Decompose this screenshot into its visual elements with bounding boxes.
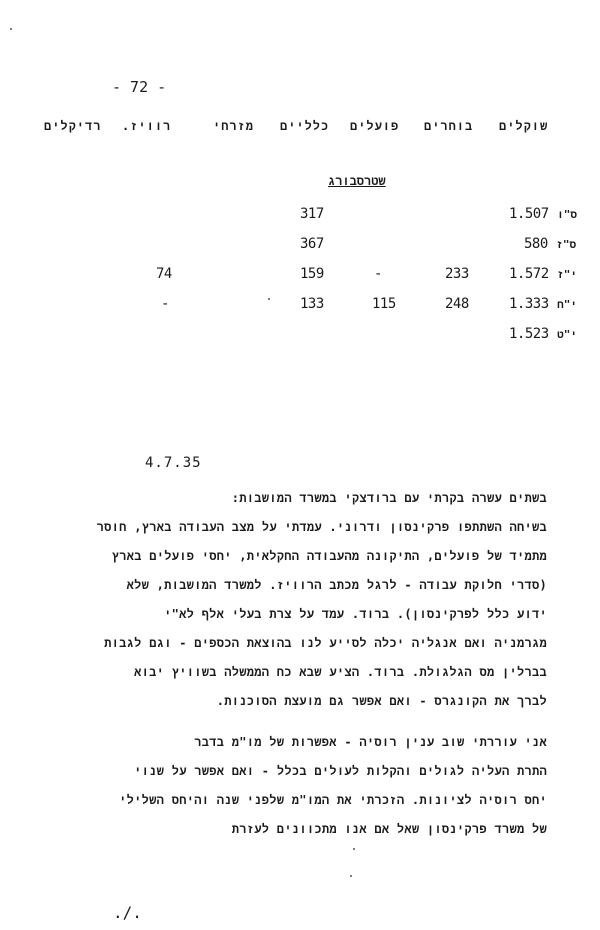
paragraph-1 xyxy=(57,491,547,723)
header-kelaliyim: כלליים xyxy=(280,119,330,133)
text-line: לברך את הקונגרס - ואם אפשר גם מועצת הסוכנות. xyxy=(216,694,547,708)
text-line: בשתים עשרה בקרתי עם ברודצקי במשרד המושבות: xyxy=(231,491,547,505)
page-number: - 72 - xyxy=(112,78,167,96)
text-line: בברלין מס הגלגולת. ברוד. הציע שבא כח הממשלה בשוויץ יבוא xyxy=(134,665,547,679)
row-year: ס"ו xyxy=(557,208,577,221)
text-line: אני עוררתי שוב ענין רוסיה - אפשרות של מו"מ בדבר xyxy=(194,735,547,749)
table-cell: 367 xyxy=(300,236,324,252)
row-year: י"ט xyxy=(557,328,577,341)
table-row-label xyxy=(509,266,577,282)
row-value: 1.572 xyxy=(509,266,549,282)
text-line: יחס רוסיה לציונות. הזכרתי את המו"מ שלפני שנה והיחס השלילי xyxy=(119,793,547,807)
header-bocharim: בוחרים xyxy=(424,119,474,133)
row-year: י"ז xyxy=(557,268,577,281)
table-cell: 248 xyxy=(445,296,469,312)
table-cell: - xyxy=(161,296,169,312)
header-shoklim: שוקלים xyxy=(499,119,549,133)
text-line: בשיחה השתתפו פרקינסון ודרוני. עמדתי על מצב העבודה בארץ, חוסר xyxy=(96,520,547,534)
header-poalim: פועלים xyxy=(350,119,400,133)
entry-date: 4.7.35 xyxy=(145,455,202,471)
row-value: 1.523 xyxy=(509,326,549,342)
row-year: ס"ז xyxy=(556,238,577,251)
header-revisionists: רוויז. xyxy=(122,119,172,133)
table-cell: 233 xyxy=(445,266,469,282)
row-year: י"ח xyxy=(557,298,577,311)
text-line: ידוע כלל לפרקינסון). ברוד. עמד על צרת בעלי אלף לא"י xyxy=(164,607,547,621)
row-value: 1.333 xyxy=(509,296,549,312)
row-value: 1.507 xyxy=(509,206,549,222)
scan-speck xyxy=(350,875,352,877)
text-line: התרת העליה לגולים והקלות לעולים בכלל - ואם אפשר על שנוי xyxy=(134,764,547,778)
paragraph-2 xyxy=(57,735,547,851)
table-cell: - xyxy=(374,266,382,282)
text-line: של משרד פרקינסון שאל אם אנו מתכוונים לעזרת xyxy=(231,822,547,836)
section-title: שטרסבורג xyxy=(328,174,386,188)
row-value: 580 xyxy=(524,236,548,252)
scan-speck xyxy=(10,28,12,30)
table-cell: 133 xyxy=(300,296,324,312)
header-radikalim: רדיקלים xyxy=(44,119,102,133)
table-cell: 115 xyxy=(372,296,396,312)
table-row-label xyxy=(509,326,577,342)
text-line: מגרמניה ואם אנגליה יכלה לסייע לנו בהוצאת הכספים - וגם לגבות xyxy=(104,636,547,650)
continuation-mark: ./. xyxy=(113,903,142,922)
table-row-label xyxy=(509,206,577,222)
scan-speck xyxy=(353,848,355,850)
table-row-label xyxy=(509,296,577,312)
table-cell: 317 xyxy=(300,206,324,222)
table-cell: 159 xyxy=(300,266,324,282)
table-row-label xyxy=(524,236,576,252)
header-mizrachi: מזרחי xyxy=(213,119,255,133)
text-line: (סדרי חלוקת עבודה - לרגל מכתב הרוויז. למשרד המושבות, שלא xyxy=(126,578,547,592)
scan-speck xyxy=(268,298,270,300)
table-cell: 74 xyxy=(156,266,172,282)
text-line: מתמיד של פועלים, התיקונה מהעבודה החקלאית, יחסי פועלים בארץ xyxy=(111,549,547,563)
